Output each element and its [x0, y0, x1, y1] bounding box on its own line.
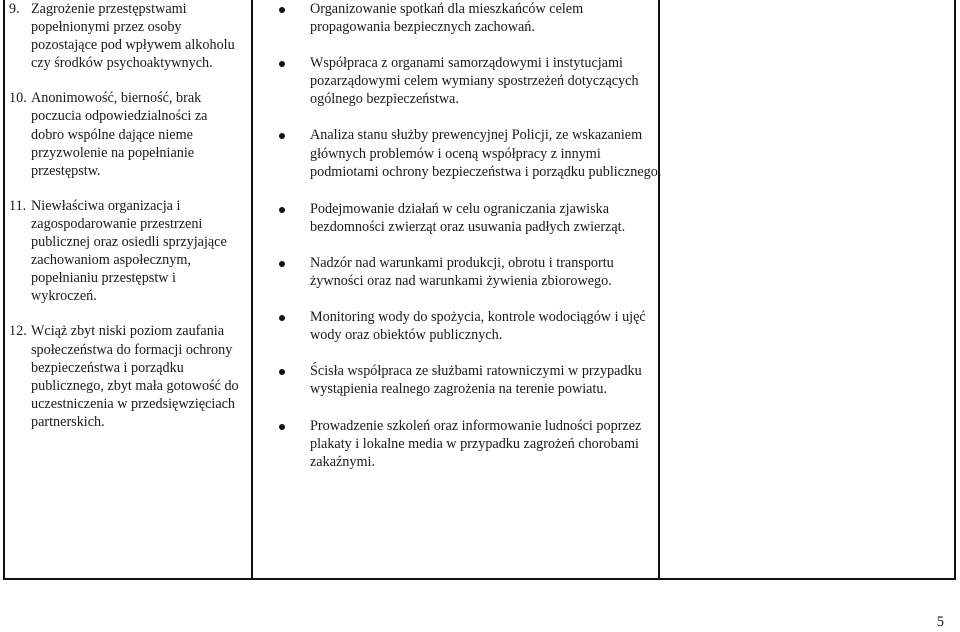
- item-text: Wciąż zbyt niski poziom zaufania społeczeństwa do formacji ochrony bezpieczeństwa i porządku publicznego, zbyt mała gotowość do uczestniczenia w przedsięwzięciach partnerskich.: [31, 323, 239, 430]
- action-item: [271, 362, 666, 398]
- problem-item: [9, 197, 244, 306]
- bullet-icon: [279, 7, 285, 13]
- bullet-icon: [279, 61, 285, 67]
- bullet-icon: [279, 369, 285, 375]
- action-item: [271, 0, 666, 36]
- bullet-icon: [279, 261, 285, 267]
- item-number: 9.: [9, 1, 20, 17]
- problems-column: [9, 0, 244, 448]
- action-text: Monitoring wody do spożycia, kontrole wodociągów i ujęć wody oraz obiektów publicznych.: [310, 309, 646, 344]
- item-text: Niewłaściwa organizacja i zagospodarowanie przestrzeni publicznej oraz osiedli sprzyjające zachowaniom aspołecznym, popełnianiu przestępstw i wykroczeń.: [31, 197, 227, 305]
- action-text: Współpraca z organami samorządowymi i instytucjami pozarządowymi celem wymiany spostrzeżeń dotyczących ogólnego bezpieczeństwa.: [310, 55, 639, 108]
- page-number: 5: [936, 614, 944, 630]
- table-border-right: [954, 0, 956, 580]
- bullet-icon: [279, 424, 285, 430]
- actions-column: [271, 0, 666, 471]
- action-item: [271, 308, 666, 344]
- item-number: 12.: [9, 323, 27, 340]
- action-text: Ścisła współpraca ze służbami ratowniczymi w przypadku wystąpienia realnego zagrożenia na terenie powiatu.: [310, 363, 642, 398]
- action-item: [271, 126, 666, 180]
- problem-item: [9, 0, 244, 72]
- problem-item: [9, 89, 244, 179]
- action-item: [271, 254, 666, 290]
- column-divider-1: [251, 0, 253, 580]
- action-item: [271, 417, 666, 471]
- item-number: 10.: [9, 90, 27, 107]
- action-text: Podejmowanie działań w celu ograniczania zjawiska bezdomności zwierząt oraz usuwania padłych zwierząt.: [310, 200, 626, 235]
- item-text: Anonimowość, bierność, brak poczucia odpowiedzialności za dobro wspólne dające nieme przyzwolenie na popełnianie przestępstw.: [31, 90, 208, 179]
- bullet-icon: [279, 133, 285, 139]
- bullet-icon: [279, 207, 285, 213]
- problem-item: [9, 322, 244, 431]
- action-text: Prowadzenie szkoleń oraz informowanie ludności poprzez plakaty i lokalne media w przypadku zagrożeń chorobami zakaźnymi.: [310, 417, 642, 470]
- item-text: Zagrożenie przestępstwami popełnionymi przez osoby pozostające pod wpływem alkoholu czy środków psychoaktywnych.: [31, 1, 235, 72]
- action-text: Organizowanie spotkań dla mieszkańców celem propagowania bezpiecznych zachowań.: [310, 1, 584, 36]
- table-border-left: [3, 0, 5, 580]
- action-text: Analiza stanu służby prewencyjnej Policji, ze wskazaniem głównych problemów i oceną współpracy z innymi podmiotami ochrony bezpieczeństwa i porządku publicznego.: [310, 127, 662, 180]
- table-border-bottom: [3, 578, 956, 580]
- bullet-icon: [279, 315, 285, 321]
- content-table: [3, 0, 956, 580]
- action-item: [271, 54, 666, 108]
- action-text: Nadzór nad warunkami produkcji, obrotu i transportu żywności oraz nad warunkami żywienia zbiorowego.: [310, 254, 614, 290]
- action-item: [271, 200, 666, 236]
- item-number: 11.: [9, 197, 27, 214]
